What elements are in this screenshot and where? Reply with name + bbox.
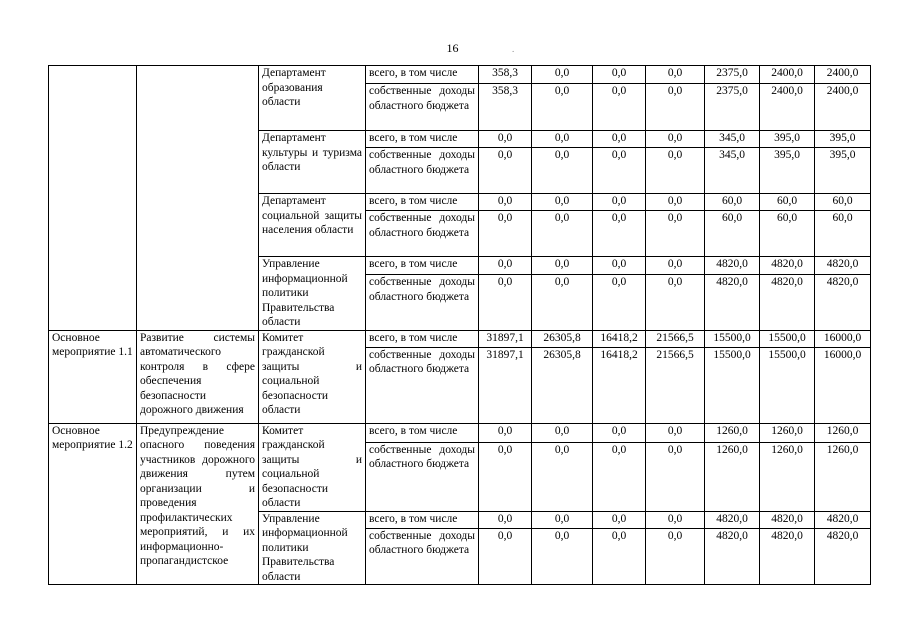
value-cell: 2375,0 bbox=[705, 66, 760, 84]
value-cell: 0,0 bbox=[646, 211, 705, 257]
value-cell: 2400,0 bbox=[760, 84, 815, 131]
value-cell: 16000,0 bbox=[815, 347, 871, 423]
value-cell: 0,0 bbox=[593, 423, 646, 442]
value-cell: 395,0 bbox=[760, 131, 815, 148]
page-number: 16 bbox=[446, 41, 459, 55]
value-cell: 395,0 bbox=[760, 148, 815, 194]
value-cell: 0,0 bbox=[593, 257, 646, 275]
value-cell: 4820,0 bbox=[815, 528, 871, 584]
value-cell: 0,0 bbox=[532, 131, 593, 148]
value-cell: 0,0 bbox=[646, 275, 705, 330]
value-cell: 0,0 bbox=[593, 131, 646, 148]
value-cell: 0,0 bbox=[532, 528, 593, 584]
value-cell: 4820,0 bbox=[705, 511, 760, 528]
value-cell: 0,0 bbox=[532, 511, 593, 528]
value-cell: 0,0 bbox=[593, 84, 646, 131]
executor-cell: Управление информационной политики Правительства области bbox=[259, 257, 366, 331]
value-cell: 4820,0 bbox=[760, 257, 815, 275]
measure-cell: Основное мероприятие 1.2 bbox=[49, 423, 137, 585]
measure-cell: Основное мероприятие 1.1 bbox=[49, 330, 137, 423]
value-cell: 0,0 bbox=[479, 194, 532, 211]
value-cell: 0,0 bbox=[479, 528, 532, 584]
value-cell: 1260,0 bbox=[815, 442, 871, 511]
value-cell: 60,0 bbox=[705, 194, 760, 211]
value-cell: 0,0 bbox=[532, 84, 593, 131]
funding-type-cell: собственные доходы областного бюджета bbox=[366, 148, 479, 194]
value-cell: 358,3 bbox=[479, 66, 532, 84]
executor-cell: Департамент социальной защиты населения области bbox=[259, 194, 366, 257]
value-cell: 16418,2 bbox=[593, 330, 646, 347]
page-mark: . bbox=[512, 44, 515, 54]
value-cell: 0,0 bbox=[479, 257, 532, 275]
value-cell: 0,0 bbox=[479, 131, 532, 148]
funding-type-cell: всего, в том числе bbox=[366, 511, 479, 528]
value-cell: 2400,0 bbox=[815, 66, 871, 84]
value-cell: 0,0 bbox=[646, 423, 705, 442]
value-cell: 31897,1 bbox=[479, 330, 532, 347]
value-cell: 0,0 bbox=[646, 528, 705, 584]
value-cell: 0,0 bbox=[532, 66, 593, 84]
value-cell: 15500,0 bbox=[705, 347, 760, 423]
value-cell: 0,0 bbox=[646, 84, 705, 131]
measure-name-cell bbox=[137, 66, 259, 331]
value-cell: 0,0 bbox=[646, 194, 705, 211]
measure-cell bbox=[49, 66, 137, 331]
value-cell: 0,0 bbox=[593, 528, 646, 584]
funding-type-cell: собственные доходы областного бюджета bbox=[366, 442, 479, 511]
value-cell: 60,0 bbox=[705, 211, 760, 257]
executor-cell: Управление информационной политики Правительства области bbox=[259, 511, 366, 585]
value-cell: 4820,0 bbox=[760, 275, 815, 330]
value-cell: 0,0 bbox=[532, 275, 593, 330]
value-cell: 2375,0 bbox=[705, 84, 760, 131]
funding-type-cell: собственные доходы областного бюджета bbox=[366, 211, 479, 257]
measure-name-cell: Предупреждение опасного поведения участников дорожного движения путем организации и проведения профилактических мероприятий, и их информационно-пропагандистское bbox=[137, 423, 259, 585]
value-cell: 1260,0 bbox=[705, 423, 760, 442]
funding-type-cell: всего, в том числе bbox=[366, 131, 479, 148]
value-cell: 345,0 bbox=[705, 148, 760, 194]
funding-type-cell: собственные доходы областного бюджета bbox=[366, 528, 479, 584]
value-cell: 0,0 bbox=[646, 257, 705, 275]
value-cell: 345,0 bbox=[705, 131, 760, 148]
value-cell: 4820,0 bbox=[815, 275, 871, 330]
funding-type-cell: всего, в том числе bbox=[366, 257, 479, 275]
value-cell: 0,0 bbox=[593, 66, 646, 84]
value-cell: 0,0 bbox=[646, 66, 705, 84]
executor-cell: Комитет гражданской защиты и социальной безопасности области bbox=[259, 330, 366, 423]
value-cell: 0,0 bbox=[593, 194, 646, 211]
value-cell: 16000,0 bbox=[815, 330, 871, 347]
value-cell: 1260,0 bbox=[705, 442, 760, 511]
value-cell: 21566,5 bbox=[646, 347, 705, 423]
value-cell: 0,0 bbox=[479, 423, 532, 442]
value-cell: 4820,0 bbox=[760, 511, 815, 528]
value-cell: 0,0 bbox=[479, 275, 532, 330]
value-cell: 26305,8 bbox=[532, 330, 593, 347]
value-cell: 0,0 bbox=[593, 148, 646, 194]
value-cell: 60,0 bbox=[760, 211, 815, 257]
value-cell: 0,0 bbox=[532, 211, 593, 257]
value-cell: 15500,0 bbox=[760, 347, 815, 423]
value-cell: 0,0 bbox=[593, 442, 646, 511]
value-cell: 4820,0 bbox=[815, 511, 871, 528]
value-cell: 0,0 bbox=[532, 442, 593, 511]
funding-type-cell: собственные доходы областного бюджета bbox=[366, 347, 479, 423]
value-cell: 21566,5 bbox=[646, 330, 705, 347]
value-cell: 0,0 bbox=[532, 423, 593, 442]
budget-table bbox=[48, 65, 871, 585]
value-cell: 31897,1 bbox=[479, 347, 532, 423]
funding-type-cell: всего, в том числе bbox=[366, 330, 479, 347]
value-cell: 15500,0 bbox=[705, 330, 760, 347]
value-cell: 0,0 bbox=[593, 275, 646, 330]
value-cell: 15500,0 bbox=[760, 330, 815, 347]
value-cell: 1260,0 bbox=[760, 423, 815, 442]
value-cell: 60,0 bbox=[760, 194, 815, 211]
value-cell: 395,0 bbox=[815, 148, 871, 194]
value-cell: 4820,0 bbox=[705, 275, 760, 330]
value-cell: 1260,0 bbox=[760, 442, 815, 511]
executor-cell: Комитет гражданской защиты и социальной безопасности области bbox=[259, 423, 366, 511]
funding-type-cell: всего, в том числе bbox=[366, 423, 479, 442]
value-cell: 395,0 bbox=[815, 131, 871, 148]
value-cell: 0,0 bbox=[532, 148, 593, 194]
value-cell: 0,0 bbox=[479, 211, 532, 257]
funding-type-cell: собственные доходы областного бюджета bbox=[366, 84, 479, 131]
value-cell: 0,0 bbox=[646, 148, 705, 194]
table-row bbox=[49, 423, 871, 442]
value-cell: 60,0 bbox=[815, 211, 871, 257]
value-cell: 0,0 bbox=[646, 511, 705, 528]
table-row bbox=[49, 66, 871, 84]
value-cell: 0,0 bbox=[593, 211, 646, 257]
executor-cell: Департамент культуры и туризма области bbox=[259, 131, 366, 194]
value-cell: 0,0 bbox=[479, 442, 532, 511]
funding-type-cell: всего, в том числе bbox=[366, 194, 479, 211]
executor-cell: Департамент образования области bbox=[259, 66, 366, 131]
value-cell: 358,3 bbox=[479, 84, 532, 131]
value-cell: 26305,8 bbox=[532, 347, 593, 423]
value-cell: 0,0 bbox=[532, 257, 593, 275]
value-cell: 4820,0 bbox=[705, 528, 760, 584]
funding-type-cell: собственные доходы областного бюджета bbox=[366, 275, 479, 330]
value-cell: 4820,0 bbox=[705, 257, 760, 275]
measure-name-cell: Развитие системы автоматического контроля в сфере обеспечения безопасности дорожного движения bbox=[137, 330, 259, 423]
funding-type-cell: всего, в том числе bbox=[366, 66, 479, 84]
value-cell: 4820,0 bbox=[815, 257, 871, 275]
table-row bbox=[49, 330, 871, 347]
value-cell: 60,0 bbox=[815, 194, 871, 211]
value-cell: 0,0 bbox=[479, 511, 532, 528]
value-cell: 2400,0 bbox=[760, 66, 815, 84]
value-cell: 0,0 bbox=[532, 194, 593, 211]
value-cell: 16418,2 bbox=[593, 347, 646, 423]
value-cell: 0,0 bbox=[646, 131, 705, 148]
value-cell: 1260,0 bbox=[815, 423, 871, 442]
value-cell: 2400,0 bbox=[815, 84, 871, 131]
value-cell: 0,0 bbox=[593, 511, 646, 528]
value-cell: 0,0 bbox=[646, 442, 705, 511]
value-cell: 4820,0 bbox=[760, 528, 815, 584]
value-cell: 0,0 bbox=[479, 148, 532, 194]
